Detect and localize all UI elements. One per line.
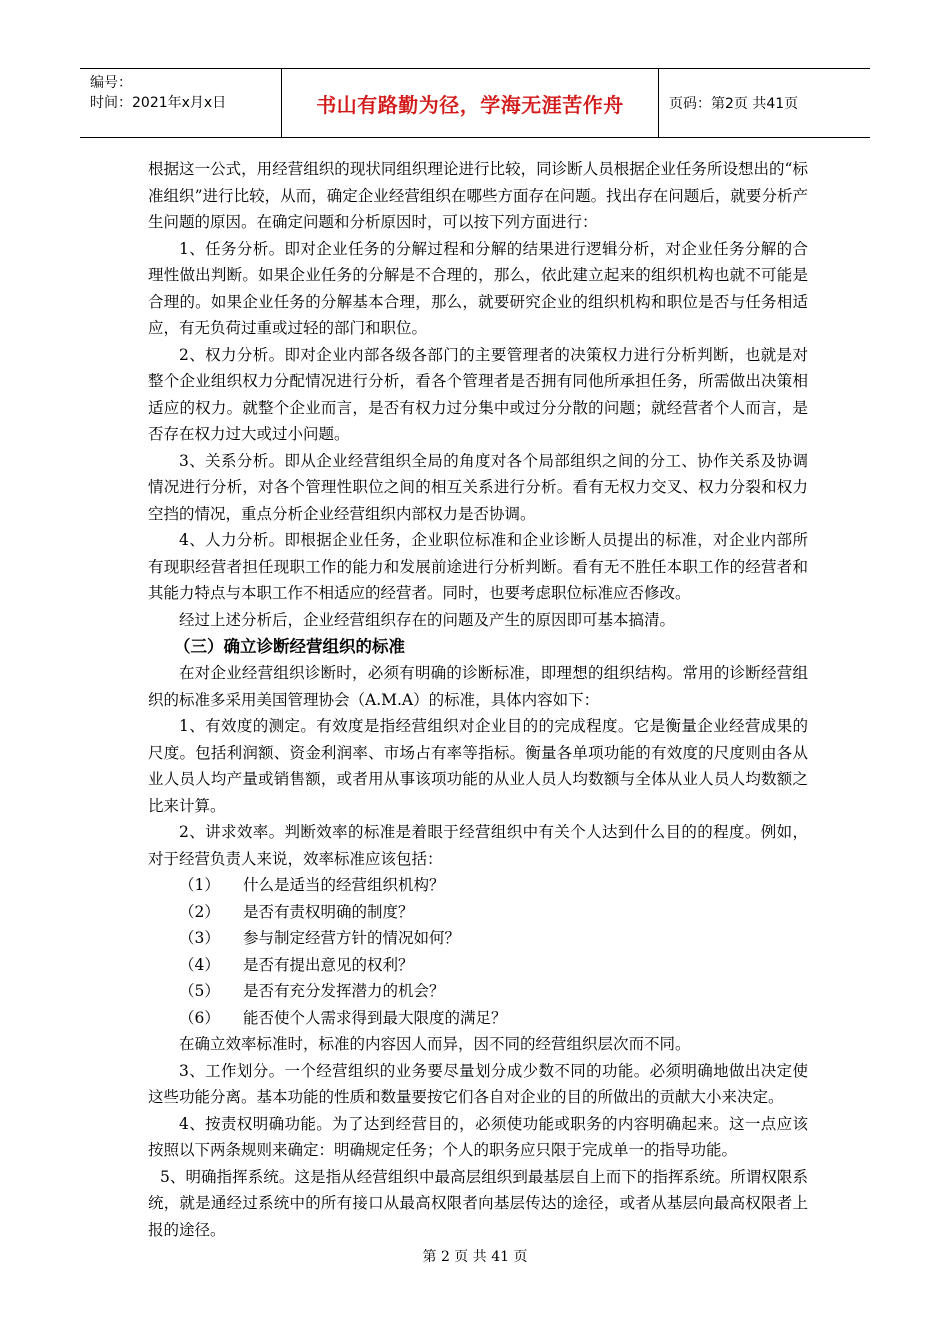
list-item-number: （6） (179, 1008, 220, 1027)
list-item-text: 什么是适当的经营组织机构？ (243, 876, 445, 894)
list-item (148, 952, 808, 979)
header-motto: 书山有路勤为径，学海无涯苦作舟 (282, 69, 659, 137)
paragraph-task-analysis: 1、任务分析。即对企业任务的分解过程和分解的结果进行逻辑分析，对企业任务分解的合理性做出判断。如果企业任务的分解是不合理的，那么，依此建立起来的组织机构也就不可能是合理的。如果企业任务的分解基本合理，那么，就要研究企业的组织机构和职位是否与任务相适应，有无负荷过重或过轻的部门和职位。 (148, 239, 808, 337)
list-item-number: （4） (179, 955, 220, 974)
paragraph-efficiency: 2、讲求效率。判断效率的标准是着眼于经营组织中有关个人达到什么目的的程度。例如，对于经营负责人来说，效率标准应该包括： (148, 823, 808, 868)
paragraph-effectiveness: 1、有效度的测定。有效度是指经营组织对企业目的的完成程度。它是衡量企业经营成果的尺度。包括利润额、资金利润率、市场占有率等指标。衡量各单项功能的有效度的尺度则由各从业人员人均产量或销售额，或者用从事该项功能的从业人员人均数额与全体从业人员人均数额之比来计算。 (148, 717, 808, 815)
list-item-text: 是否有提出意见的权利？ (243, 955, 414, 974)
header-page-number: 页码：第2页 共41页 (669, 96, 799, 112)
page-footer: 第 2 页 共 41 页 (422, 1249, 528, 1265)
list-item-number: （2） (179, 902, 220, 921)
list-item-number: （5） (179, 982, 220, 1000)
paragraph-standard-intro: 在对企业经营组织诊断时，必须有明确的诊断标准，即理想的组织结构。常用的诊断经营组织的标准多采用美国管理协会（A.M.A）的标准，具体内容如下： (148, 664, 808, 709)
list-item-text: 是否有责权明确的制度？ (243, 902, 414, 921)
list-item-number: （1） (179, 876, 220, 894)
section-heading: （三）确立诊断经营组织的标准 (174, 637, 405, 656)
paragraph-responsibility: 4、按责权明确功能。为了达到经营目的，必须使功能或职务的内容明确起来。这一点应该按照以下两条规则来确定：明确规定任务；个人的职务应只限于完成单一的指导功能。 (148, 1114, 808, 1159)
paragraph-power-analysis: 2、权力分析。即对企业内部各级各部门的主要管理者的决策权力进行分析判断，也就是对整个企业组织权力分配情况进行分析，看各个管理者是否拥有同他所承担任务，所需做出决策相适应的权力。就整个企业而言，是否有权力过分集中或过分分散的问题；就经营者个人而言，是否存在权力过大或过小问题。 (148, 345, 808, 443)
list-item-text: 是否有充分发挥潜力的机会？ (243, 982, 445, 1000)
list-item (148, 978, 808, 1005)
paragraph-manpower-analysis: 4、人力分析。即根据企业任务，企业职位标准和企业诊断人员提出的标准，对企业内部所有现职经营者担任现职工作的能力和发展前途进行分析判断。看有无不胜任本职工作的经营者和其能力特点与本职工作不相适应的经营者。同时，也要考虑职位标准应否修改。 (148, 531, 808, 602)
list-item (148, 899, 808, 926)
list-item (148, 1005, 808, 1032)
document-body (148, 156, 808, 1243)
paragraph-work-division: 3、工作划分。一个经营组织的业务要尽量划分成少数不同的功能。必须明确地做出决定使这些功能分离。基本功能的性质和数量要按它们各自对企业的目的所做出的贡献大小来决定。 (148, 1061, 808, 1106)
paragraph-summary: 经过上述分析后，企业经营组织存在的问题及产生的原因即可基本搞清。 (179, 610, 676, 629)
document-date-label: 时间：2021年x月x日 (90, 95, 227, 111)
page-header (80, 68, 870, 138)
list-item-text: 能否使个人需求得到最大限度的满足？ (243, 1008, 507, 1027)
list-item (148, 872, 808, 899)
paragraph: 根据这一公式，用经营组织的现状同组织理论进行比较，同诊断人员根据企业任务所设想出的“标准组织”进行比较，从而，确定企业经营组织在哪些方面存在问题。找出存在问题后，就要分析产生问题的原因。在确定问题和分析原因时，可以按下列方面进行： (148, 160, 808, 231)
list-item-text: 参与制定经营方针的情况如何？ (243, 929, 461, 947)
list-item-number: （3） (179, 929, 220, 947)
paragraph-efficiency-note: 在确立效率标准时，标准的内容因人而异，因不同的经营组织层次而不同。 (179, 1035, 691, 1053)
document-code-label: 编号： (90, 75, 132, 91)
paragraph-command-system: 5、明确指挥系统。这是指从经营组织中最高层组织到最基层自上而下的指挥系统。所谓权限系统，就是通经过系统中的所有接口从最高权限者向基层传达的途径，或者从基层向最高权限者上报的途径。 (148, 1167, 808, 1239)
list-item (148, 925, 808, 952)
paragraph-relation-analysis: 3、关系分析。即从企业经营组织全局的角度对各个局部组织之间的分工、协作关系及协调情况进行分析，对各个管理性职位之间的相互关系进行分析。看有无权力交叉、权力分裂和权力空挡的情况，重点分析企业经营组织内部权力是否协调。 (148, 451, 808, 523)
header-meta (80, 69, 282, 137)
